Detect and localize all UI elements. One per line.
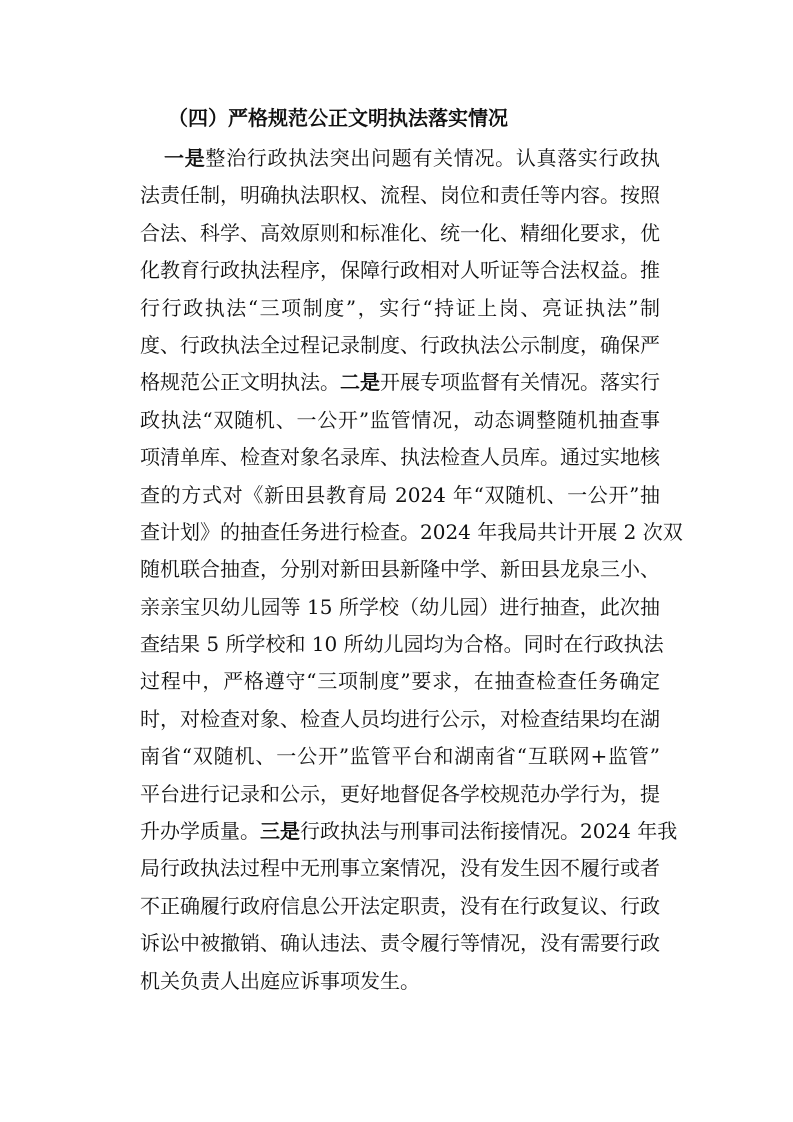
text-line: 过程中，严格遵守“三项制度”要求，在抽查检查任务确定: [140, 669, 660, 694]
keyword-third: 三是: [260, 819, 300, 844]
text-line-last: 机关负责人出庭应诉事项发生。: [140, 968, 420, 993]
text-line: 一是整治行政执法突出问题有关情况。认真落实行政执: [164, 146, 661, 170]
text-line: 度、行政执法全过程记录制度、行政执法公示制度，确保严: [140, 332, 660, 357]
text-line: 政执法“双随机、一公开”监管情况，动态调整随机抽查事: [140, 407, 660, 432]
text-line: 升办学质量。三是行政执法与刑事司法衔接情况。2024 年我: [140, 819, 678, 844]
text-line: 格规范公正文明执法。二是开展专项监督有关情况。落实行: [140, 370, 660, 395]
text-line: 查结果 5 所学校和 10 所幼儿园均为合格。同时在行政执法: [140, 632, 664, 657]
text-line: 时，对检查对象、检查人员均进行公示，对检查结果均在湖: [140, 706, 660, 731]
text-line: 查计划》的抽查任务进行检查。2024 年我局共计开展 2 次双: [140, 519, 683, 544]
text-line: 平台进行记录和公示，更好地督促各学校规范办学行为，提: [140, 781, 660, 806]
text-line: 局行政执法过程中无刑事立案情况，没有发生因不履行或者: [140, 856, 660, 881]
text-line: 诉讼中被撤销、确认违法、责令履行等情况，没有需要行政: [140, 931, 660, 956]
text-line: 亲亲宝贝幼儿园等 15 所学校（幼儿园）进行抽查，此次抽: [140, 594, 660, 619]
text-line: 随机联合抽查，分别对新田县新隆中学、新田县龙泉三小、: [140, 557, 660, 582]
keyword-first: 一是: [164, 146, 206, 170]
body-paragraph: [140, 140, 683, 1000]
text-line: 查的方式对《新田县教育局 2024 年“双随机、一公开”抽: [140, 482, 660, 507]
section-heading: （四）严格规范公正文明执法落实情况: [168, 106, 508, 130]
text-line: 行行政执法“三项制度”，实行“持证上岗、亮证执法”制: [140, 295, 660, 320]
text-line: 法责任制，明确执法职权、流程、岗位和责任等内容。按照: [140, 183, 660, 208]
text-line: 化教育行政执法程序，保障行政相对人听证等合法权益。推: [140, 258, 660, 283]
text-line: 南省“双随机、一公开”监管平台和湖南省“互联网+监管”: [140, 744, 660, 769]
keyword-second: 二是: [340, 370, 380, 395]
text-line: 合法、科学、高效原则和标准化、统一化、精细化要求，优: [140, 220, 660, 245]
text-line: 不正确履行政府信息公开法定职责，没有在行政复议、行政: [140, 893, 660, 918]
text-line: 项清单库、检查对象名录库、执法检查人员库。通过实地核: [140, 445, 660, 470]
